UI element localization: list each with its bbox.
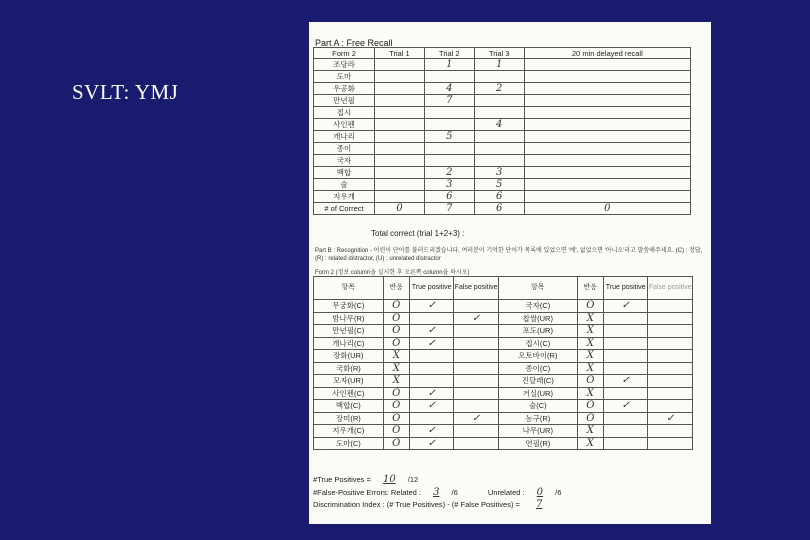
free-recall-row — [314, 155, 691, 167]
recognition-row — [314, 425, 693, 438]
response-right-cell: X — [577, 425, 603, 438]
delayed-cell — [524, 95, 690, 107]
trial-2-cell — [424, 155, 474, 167]
slide-title: SVLT: YMJ — [72, 80, 179, 104]
unrelated-total: /6 — [555, 488, 562, 497]
discrimination-label: Discrimination Index : (# True Positives) - (# False Positives) = — [313, 500, 520, 509]
word-cell: 접시 — [314, 107, 375, 119]
trial-1-cell — [375, 191, 425, 203]
trial-1-cell — [375, 59, 425, 71]
item-left-cell: 국화(R) — [314, 362, 384, 375]
false-pos-left-cell — [454, 425, 499, 438]
delayed-cell — [524, 191, 690, 203]
trial-1-cell — [375, 119, 425, 131]
false-pos-right-cell — [648, 300, 693, 313]
correct-trial-2: 7 — [424, 203, 474, 215]
trial-2-cell — [424, 71, 474, 83]
free-recall-row — [314, 179, 691, 191]
response-left-cell: O — [383, 425, 409, 438]
total-correct-label: Total correct (trial 1+2+3) : — [371, 229, 465, 238]
trial-2-cell: 1 — [424, 59, 474, 71]
trial-3-cell — [474, 155, 524, 167]
part-a-title: Part A : Free Recall — [315, 38, 393, 48]
recognition-row — [314, 325, 693, 338]
item-right-cell: 나무(UR) — [498, 425, 577, 438]
item-right-cell: 술(C) — [498, 400, 577, 413]
trial-1-cell — [375, 71, 425, 83]
related-total: /6 — [451, 488, 458, 497]
header-false-pos-left: False positive — [454, 277, 499, 300]
item-left-cell: 장화(UR) — [314, 350, 384, 363]
response-right-cell: O — [577, 400, 603, 413]
header-response-left: 반응 — [383, 277, 409, 300]
related-value: 3 — [433, 487, 440, 498]
free-recall-row — [314, 131, 691, 143]
discrimination-line — [313, 499, 556, 510]
delayed-cell — [524, 143, 690, 155]
trial-1-cell — [375, 167, 425, 179]
response-right-cell: X — [577, 362, 603, 375]
true-positives-line — [313, 474, 418, 485]
false-pos-left-cell — [454, 400, 499, 413]
response-right-cell: X — [577, 350, 603, 363]
true-pos-left-cell — [409, 312, 454, 325]
true-pos-right-cell — [603, 425, 648, 438]
free-recall-row — [314, 107, 691, 119]
false-pos-left-cell — [454, 300, 499, 313]
false-pos-left-cell — [454, 337, 499, 350]
false-pos-right-cell — [648, 337, 693, 350]
true-pos-left-cell: ✓ — [409, 437, 454, 450]
word-cell: 우공화 — [314, 83, 375, 95]
response-left-cell: X — [383, 375, 409, 388]
true-pos-right-cell: ✓ — [603, 400, 648, 413]
trial-2-cell: 5 — [424, 131, 474, 143]
trial-1-cell — [375, 155, 425, 167]
recognition-row — [314, 437, 693, 450]
false-pos-right-cell — [648, 325, 693, 338]
recognition-header — [314, 277, 693, 300]
response-right-cell: X — [577, 312, 603, 325]
false-pos-right-cell — [648, 350, 693, 363]
header-true-pos-left: True positive — [409, 277, 454, 300]
response-right-cell: O — [577, 300, 603, 313]
true-pos-left-cell — [409, 350, 454, 363]
delayed-cell — [524, 107, 690, 119]
item-left-cell: 지우개(C) — [314, 425, 384, 438]
word-cell: 국자 — [314, 155, 375, 167]
header-form: Form 2 — [314, 48, 375, 59]
trial-3-cell — [474, 131, 524, 143]
recognition-row — [314, 350, 693, 363]
trial-2-cell — [424, 143, 474, 155]
word-cell: 도마 — [314, 71, 375, 83]
true-pos-right-cell — [603, 387, 648, 400]
item-right-cell: 연필(R) — [498, 437, 577, 450]
recognition-row — [314, 387, 693, 400]
true-positives-value: 10 — [382, 474, 396, 485]
delayed-cell — [524, 131, 690, 143]
true-pos-left-cell — [409, 375, 454, 388]
response-left-cell: O — [383, 312, 409, 325]
trial-3-cell — [474, 107, 524, 119]
recognition-row — [314, 362, 693, 375]
recognition-row — [314, 375, 693, 388]
item-right-cell: 농구(R) — [498, 412, 577, 425]
item-left-cell: 사인펜(C) — [314, 387, 384, 400]
true-pos-left-cell: ✓ — [409, 300, 454, 313]
false-pos-right-cell: ✓ — [648, 412, 693, 425]
delayed-cell — [524, 155, 690, 167]
unrelated-value: 0 — [536, 487, 544, 498]
part-b-instructions: Part B : Recognition - 어린이 단어를 불러드리겠습니다. 여러분이 기억한 단어가 목록에 있었으면 '예', 없었으면 '아니오'라고 말씀해주세요. (C) : 정답, (R) : related distractor, (U) : unrelated distractor — [315, 248, 703, 262]
delayed-cell — [524, 83, 690, 95]
item-right-cell: 접시(C) — [498, 337, 577, 350]
response-left-cell: X — [383, 362, 409, 375]
trial-3-cell — [474, 71, 524, 83]
true-pos-left-cell — [409, 412, 454, 425]
false-pos-left-cell: ✓ — [454, 412, 499, 425]
response-right-cell: X — [577, 437, 603, 450]
correct-delayed: 0 — [524, 203, 690, 215]
false-positives-line — [313, 487, 561, 498]
false-positives-label: #False-Positive Errors: Related : — [313, 488, 421, 497]
header-item-left: 항목 — [314, 277, 384, 300]
true-pos-right-cell — [603, 325, 648, 338]
true-pos-left-cell: ✓ — [409, 425, 454, 438]
discrimination-value: 7 — [536, 499, 543, 510]
header-false-pos-right: False positive — [648, 277, 693, 300]
recognition-row — [314, 300, 693, 313]
trial-2-cell: 4 — [424, 83, 474, 95]
header-item-right: 항목 — [498, 277, 577, 300]
free-recall-header — [314, 48, 691, 59]
item-right-cell: 종이(C) — [498, 362, 577, 375]
false-pos-left-cell: ✓ — [454, 312, 499, 325]
correct-trial-1: 0 — [375, 203, 425, 215]
correct-row — [314, 203, 691, 215]
word-cell: 지우개 — [314, 191, 375, 203]
item-right-cell: 국자(C) — [498, 300, 577, 313]
trial-1-cell — [375, 107, 425, 119]
trial-2-cell: 7 — [424, 95, 474, 107]
free-recall-row — [314, 95, 691, 107]
true-pos-right-cell: ✓ — [603, 375, 648, 388]
true-pos-right-cell — [603, 437, 648, 450]
true-pos-right-cell — [603, 350, 648, 363]
true-pos-right-cell — [603, 312, 648, 325]
free-recall-row — [314, 119, 691, 131]
trial-3-cell: 2 — [474, 83, 524, 95]
item-left-cell: 무궁화(C) — [314, 300, 384, 313]
true-pos-right-cell — [603, 362, 648, 375]
item-left-cell: 도마(C) — [314, 437, 384, 450]
true-pos-left-cell: ✓ — [409, 387, 454, 400]
header-response-right: 반응 — [577, 277, 603, 300]
trial-3-cell — [474, 95, 524, 107]
true-pos-right-cell: ✓ — [603, 300, 648, 313]
response-right-cell: X — [577, 325, 603, 338]
free-recall-row — [314, 83, 691, 95]
trial-3-cell: 6 — [474, 191, 524, 203]
false-pos-right-cell — [648, 362, 693, 375]
free-recall-row — [314, 71, 691, 83]
false-pos-right-cell — [648, 375, 693, 388]
false-pos-left-cell — [454, 437, 499, 450]
header-trial-1: Trial 1 — [375, 48, 425, 59]
recognition-row — [314, 312, 693, 325]
free-recall-row — [314, 191, 691, 203]
word-cell: 술 — [314, 179, 375, 191]
free-recall-table — [313, 47, 691, 215]
true-positives-label: #True Positives = — [313, 475, 371, 484]
false-pos-left-cell — [454, 375, 499, 388]
word-cell: 종이 — [314, 143, 375, 155]
recognition-row — [314, 337, 693, 350]
trial-3-cell: 3 — [474, 167, 524, 179]
item-right-cell: 진달래(C) — [498, 375, 577, 388]
false-pos-left-cell — [454, 387, 499, 400]
free-recall-row — [314, 143, 691, 155]
word-cell: 백합 — [314, 167, 375, 179]
free-recall-row — [314, 167, 691, 179]
delayed-cell — [524, 71, 690, 83]
header-delayed: 20 min delayed recall — [524, 48, 690, 59]
response-left-cell: O — [383, 300, 409, 313]
true-pos-left-cell: ✓ — [409, 400, 454, 413]
response-right-cell: O — [577, 375, 603, 388]
true-pos-right-cell — [603, 337, 648, 350]
correct-label: # of Correct — [314, 203, 375, 215]
item-left-cell: 개나리(C) — [314, 337, 384, 350]
trial-1-cell — [375, 131, 425, 143]
item-left-cell: 모자(UR) — [314, 375, 384, 388]
item-right-cell: 찹쌀(UR) — [498, 312, 577, 325]
response-right-cell: O — [577, 412, 603, 425]
response-right-cell: X — [577, 337, 603, 350]
false-pos-right-cell — [648, 437, 693, 450]
word-cell: 사인펜 — [314, 119, 375, 131]
trial-3-cell: 5 — [474, 179, 524, 191]
test-sheet — [309, 22, 711, 524]
true-pos-left-cell: ✓ — [409, 337, 454, 350]
recognition-table — [313, 276, 693, 450]
response-left-cell: X — [383, 350, 409, 363]
unrelated-label: Unrelated : — [487, 488, 525, 497]
response-left-cell: O — [383, 400, 409, 413]
trial-3-cell — [474, 143, 524, 155]
response-left-cell: O — [383, 337, 409, 350]
free-recall-row — [314, 59, 691, 71]
word-cell: 개나리 — [314, 131, 375, 143]
recognition-row — [314, 400, 693, 413]
item-left-cell: 밤나무(R) — [314, 312, 384, 325]
trial-3-cell: 1 — [474, 59, 524, 71]
true-positives-total: /12 — [407, 475, 419, 484]
true-pos-left-cell — [409, 362, 454, 375]
correct-trial-3: 6 — [474, 203, 524, 215]
trial-1-cell — [375, 179, 425, 191]
recognition-row — [314, 412, 693, 425]
response-left-cell: O — [383, 387, 409, 400]
response-right-cell: X — [577, 387, 603, 400]
false-pos-left-cell — [454, 362, 499, 375]
response-left-cell: O — [383, 437, 409, 450]
trial-2-cell — [424, 119, 474, 131]
false-pos-right-cell — [648, 400, 693, 413]
delayed-cell — [524, 167, 690, 179]
part-b-form-label: Form 2 (정보 column을 실시한 후 오른쪽 column을 하시오) — [315, 270, 470, 276]
trial-1-cell — [375, 83, 425, 95]
false-pos-right-cell — [648, 312, 693, 325]
false-pos-left-cell — [454, 350, 499, 363]
response-left-cell: O — [383, 412, 409, 425]
word-cell: 조당라 — [314, 59, 375, 71]
trial-2-cell: 6 — [424, 191, 474, 203]
word-cell: 만년필 — [314, 95, 375, 107]
false-pos-right-cell — [648, 387, 693, 400]
delayed-cell — [524, 179, 690, 191]
item-left-cell: 장미(R) — [314, 412, 384, 425]
trial-3-cell: 4 — [474, 119, 524, 131]
trial-1-cell — [375, 143, 425, 155]
item-right-cell: 거실(UR) — [498, 387, 577, 400]
true-pos-right-cell — [603, 412, 648, 425]
delayed-cell — [524, 119, 690, 131]
item-right-cell: 오토바이(R) — [498, 350, 577, 363]
header-trial-2: Trial 2 — [424, 48, 474, 59]
true-pos-left-cell: ✓ — [409, 325, 454, 338]
trial-2-cell: 2 — [424, 167, 474, 179]
item-left-cell: 만년필(C) — [314, 325, 384, 338]
trial-1-cell — [375, 95, 425, 107]
item-right-cell: 포도(UR) — [498, 325, 577, 338]
response-left-cell: O — [383, 325, 409, 338]
trial-2-cell: 3 — [424, 179, 474, 191]
header-true-pos-right: True positive — [603, 277, 648, 300]
header-trial-3: Trial 3 — [474, 48, 524, 59]
delayed-cell — [524, 59, 690, 71]
trial-2-cell — [424, 107, 474, 119]
false-pos-right-cell — [648, 425, 693, 438]
false-pos-left-cell — [454, 325, 499, 338]
item-left-cell: 백합(C) — [314, 400, 384, 413]
